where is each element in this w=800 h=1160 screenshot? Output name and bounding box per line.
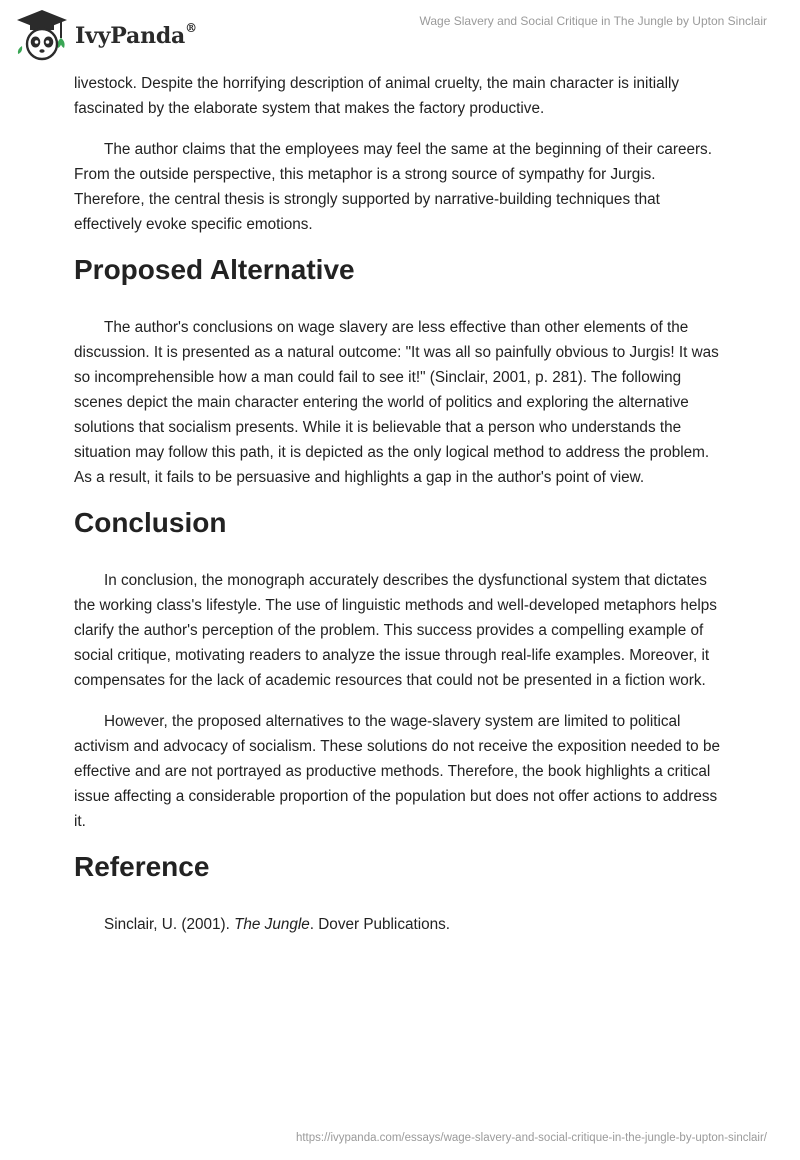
source-url[interactable]: https://ivypanda.com/essays/wage-slavery-and-social-critique-in-the-jungle-by-upton-sinclair/: [295, 1132, 767, 1144]
brand-name: IvyPanda®: [75, 21, 197, 49]
reference-publisher: . Dover Publications.: [309, 916, 451, 933]
page-header: [0, 0, 800, 70]
reference-author: Sinclair, U. (2001).: [104, 916, 235, 933]
paragraph-conclusion-2: However, the proposed alternatives to the wage-slavery system are limited to political activism and advocacy of socialism. These solutions do not receive the exposition needed to be effective and are not portrayed as productive methods. Therefore, the book highlights a critical issue affecting a considerable proportion of the population but does not offer actions to address it.: [74, 713, 720, 830]
reference-entry: [74, 912, 724, 937]
paragraph-alternative: The author's conclusions on wage slavery are less effective than other elements of the discussion. It is presented as a natural outcome: "It was all so painfully obvious to Jurgis! It was so incomprehensible how a man could fail to see it!" (Sinclair, 2001, p. 281). The following scenes depict the main character entering the world of politics and exploring the alternative solutions that socialism presents. While it is believable that a person who understands the situation may follow this path, it is depicted as the only logical method to address the problem. As a result, it fails to be persuasive and highlights a gap in the author's point of view.: [74, 319, 719, 486]
heading-conclusion: Conclusion: [74, 507, 227, 538]
ivypanda-logo[interactable]: [14, 8, 197, 64]
panda-graduate-icon: [14, 8, 70, 64]
paragraph-continuation: livestock. Despite the horrifying description of animal cruelty, the main character is initially fascinated by the elaborate system that makes the factory productive.: [74, 75, 680, 117]
running-title: Wage Slavery and Social Critique in The Jungle by Upton Sinclair: [419, 14, 767, 28]
essay-body: [74, 70, 724, 937]
heading-proposed-alternative: Proposed Alternative: [74, 254, 355, 285]
reference-title: The Jungle: [234, 916, 310, 933]
paragraph-conclusion-1: In conclusion, the monograph accurately describes the dysfunctional system that dictates the working class's lifestyle. The use of linguistic methods and well-developed metaphors helps clarify the author's perception of the problem. This success provides a compelling example of social critique, motivating readers to analyze the issue through real-life examples. Moreover, it compensates for the lack of academic resources that could not be presented in a fiction work.: [74, 572, 717, 689]
heading-reference: Reference: [74, 851, 210, 882]
paragraph-sympathy: The author claims that the employees may feel the same at the beginning of their careers. From the outside perspective, this metaphor is a strong source of sympathy for Jurgis. Therefore, the central thesis is strongly supported by narrative-building techniques that effectively evoke specific emotions.: [74, 141, 712, 233]
